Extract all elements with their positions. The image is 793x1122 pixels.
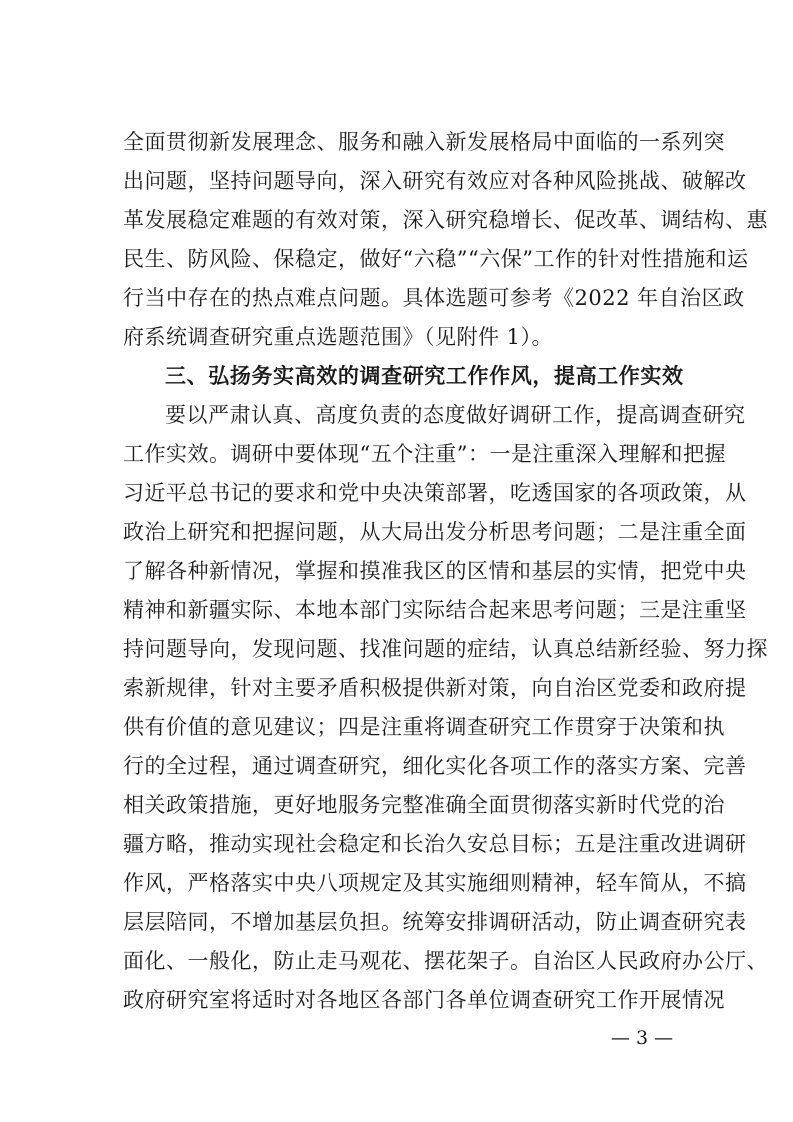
paragraph-line: 面化、一般化，防止走马观花、摆花架子。自治区人民政府办公厅、 — [123, 949, 768, 973]
paragraph-line: 疆方略，推动实现社会稳定和长治久安总目标；五是注重改进调研 — [123, 832, 747, 856]
paragraph-line: 习近平总书记的要求和党中央决策部署，吃透国家的各项政策，从 — [123, 481, 747, 505]
paragraph-line: 作风，严格落实中央八项规定及其实施细则精神，轻车简从，不搞 — [123, 871, 747, 895]
paragraph-line: 政府研究室将适时对各地区各部门各单位调查研究工作开展情况 — [123, 988, 725, 1012]
paragraph-line: 工作实效。调研中要体现“五个注重”：一是注重深入理解和把握 — [123, 442, 726, 466]
paragraph-line: 层层陪同，不增加基层负担。统筹安排调研活动，防止调查研究表 — [123, 910, 747, 934]
paragraph-line: 持问题导向，发现问题、找准问题的症结，认真总结新经验、努力探 — [123, 637, 768, 661]
paragraph-line: 索新规律，针对主要矛盾积极提供新对策，向自治区党委和政府提 — [123, 676, 747, 700]
paragraph-line: 革发展稳定难题的有效对策，深入研究稳增长、促改革、调结构、惠 — [123, 208, 768, 232]
paragraph-line: 供有价值的意见建议；四是注重将调查研究工作贯穿于决策和执 — [123, 715, 725, 739]
paragraph-line: 民生、防风险、保稳定，做好“六稳”“六保”工作的针对性措施和运 — [123, 247, 749, 271]
paragraph-line: 出问题，坚持问题导向，深入研究有效应对各种风险挑战、破解改 — [123, 169, 747, 193]
paragraph-line: 府系统调查研究重点选题范围》（见附件 1）。 — [123, 325, 554, 349]
paragraph-line: 精神和新疆实际、本地本部门实际结合起来思考问题；三是注重坚 — [123, 598, 747, 622]
page-number: — 3 — — [610, 1027, 674, 1049]
paragraph-line: 要以严肃认真、高度负责的态度做好调研工作，提高调查研究 — [165, 403, 746, 427]
paragraph-line: 行当中存在的热点难点问题。具体选题可参考《2022 年自治区政 — [123, 286, 745, 310]
paragraph-line: 了解各种新情况，掌握和摸准我区的区情和基层的实情，把党中央 — [123, 559, 747, 583]
paragraph-line: 政治上研究和把握问题，从大局出发分析思考问题；二是注重全面 — [123, 520, 747, 544]
paragraph-line: 相关政策措施，更好地服务完整准确全面贯彻落实新时代党的治 — [123, 793, 725, 817]
paragraph-line: 行的全过程，通过调查研究，细化实化各项工作的落实方案、完善 — [123, 754, 747, 778]
paragraph-line: 全面贯彻新发展理念、服务和融入新发展格局中面临的一系列突 — [123, 130, 725, 154]
section-heading: 三、弘扬务实高效的调查研究工作作风，提高工作实效 — [165, 364, 683, 388]
